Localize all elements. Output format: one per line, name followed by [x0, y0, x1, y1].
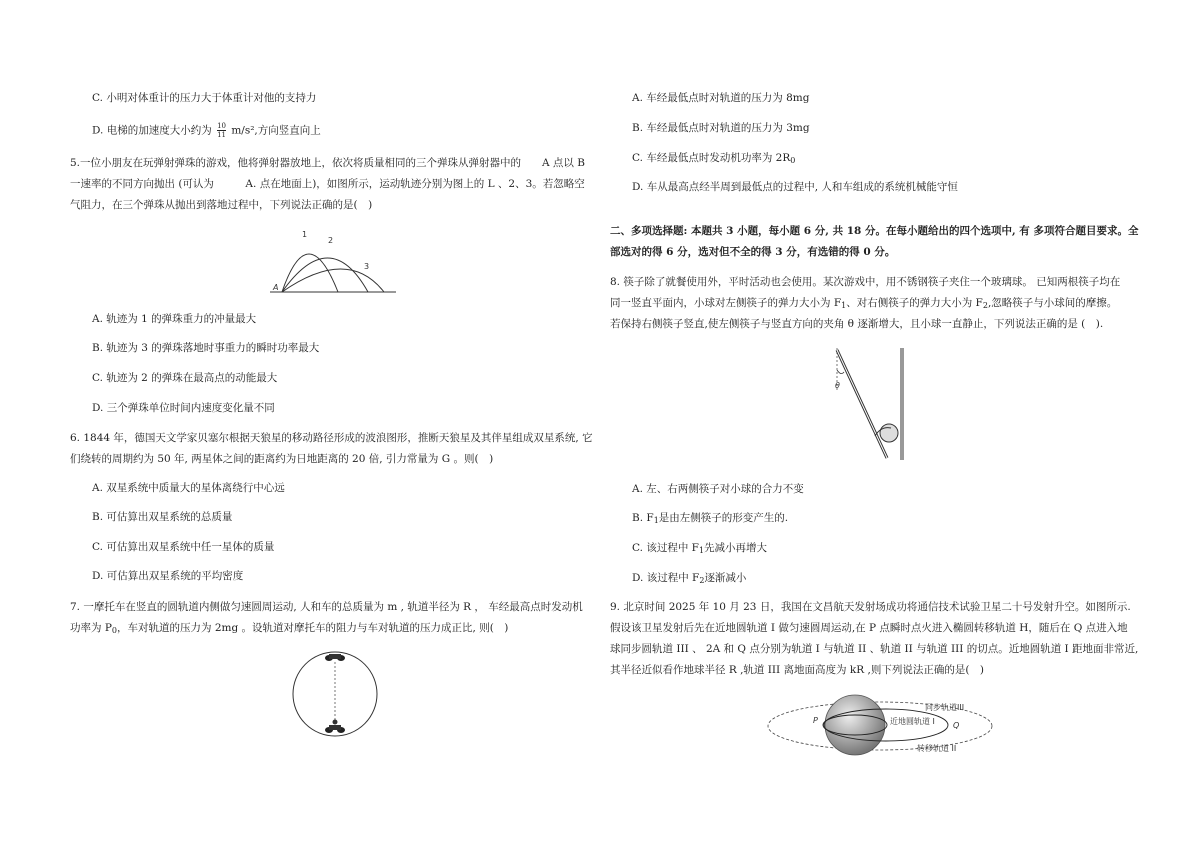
q8-option-a: A. 左、右两侧筷子对小球的合力不变	[632, 483, 804, 495]
point-q-label: Q	[953, 721, 960, 730]
q6-option-a: A. 双星系统中质量大的星体离绕行中心远	[92, 482, 285, 494]
q5-option-a: A. 轨迹为 1 的弹珠重力的冲量最大	[92, 313, 257, 325]
q8-option-b: B. $F_1$是由左侧筷子的形变产生的.	[632, 512, 789, 525]
q5-option-b: B. 轨迹为 3 的弹珠落地时事重力的瞬时功率最大	[92, 342, 320, 354]
q9-stem-line-3: 球同步圆轨道 III 、 2A 和 Q 点分别为轨道 I 与轨道 II 、轨道 II 与轨道 III 的切点。近地圆轨道 I 距地面非常近,	[610, 643, 1139, 655]
trajectory-label-1: 1	[302, 230, 308, 239]
q8-chopsticks-figure	[825, 348, 915, 468]
earth-icon	[825, 695, 885, 755]
q8-stem-line-3: 若保持右侧筷子竖直,使左侧筷子与竖直方向的夹角 θ 逐渐增大，且小球一直静止，下列说法正确的是 ( ).	[610, 318, 1104, 330]
q9-stem-line-1: 9. 北京时间 2025 年 10 月 23 日，我国在文昌航天发射场成功将通信技术试验卫星二十号发射升空。如图所示.	[610, 601, 1131, 613]
q6-stem-line-1: 6. 1844 年，德国天文学家贝塞尔根据天狼星的移动路径形成的波浪图形，推断天狼星及其伴星组成双星系统, 它	[70, 432, 593, 444]
q5-trajectory-figure	[270, 228, 400, 298]
q6-option-d: D. 可估算出双星系统的平均密度	[92, 570, 244, 582]
q6-stem-line-2: 们绕转的周期约为 50 年, 两星体之间的距离约为日地距离的 20 倍, 引力常量为 G 。则( )	[70, 453, 494, 465]
point-p-label: P	[813, 716, 818, 725]
q8-stem-line-2: 同一竖直平面内，小球对左侧筷子的弹力大小为 $F_1$、对右侧筷子的弹力大小为 $F_2$,忽略筷子与小球间的摩擦。	[610, 297, 1118, 310]
q7-option-d: D. 车从最高点经半周到最低点的过程中, 人和车组成的系统机械能守恒	[632, 181, 958, 193]
section-2-heading-line-1: 二、多项选择题: 本题共 3 小题，每小题 6 分, 共 18 分。在每小题给出的四个选项中, 有 多项符合题目要求。全	[610, 225, 1139, 237]
near-earth-orbit-label: 近地圆轨道 I	[890, 717, 935, 726]
q7-stem-line-1: 7. 一摩托车在竖直的圆轨道内侧做匀速圆周运动, 人和车的总质量为 m , 轨道半径为 R ， 车经最高点时发动机	[70, 601, 583, 613]
q5-stem-line-2: 一速率的不同方向抛出 (可认为 A. 点在地面上)，如图所示，运动轨迹分别为图上的 L 、2、3。若忽略空	[70, 178, 585, 190]
q8-stem-line-1: 8. 筷子除了就餐使用外，平时活动也会使用。某次游戏中，用不锈钢筷子夹住一个玻璃球。 已知两根筷子均在	[610, 276, 1121, 288]
q9-stem-line-2: 假设该卫星发射后先在近地圆轨道 I 做匀速圆周运动,在 P 点瞬时点火进入椭圆转移轨道 H，随后在 Q 点进入地	[610, 622, 1128, 634]
q5-option-c: C. 轨迹为 2 的弹珠在最高点的动能最大	[92, 372, 278, 384]
q7-option-c: C. 车经最低点时发动机功率为 $2R_0$	[632, 152, 796, 165]
q7-option-a: A. 车经最低点时对轨道的压力为 8mg	[632, 92, 810, 104]
glass-ball-icon	[880, 424, 898, 442]
section-2-heading-line-2: 部选对的得 6 分，选对但不全的得 3 分，有选错的得 0 分。	[610, 246, 896, 258]
q6-option-b: B. 可估算出双星系统的总质量	[92, 511, 233, 523]
q6-option-c: C. 可估算出双星系统中任一星体的质量	[92, 541, 275, 553]
q5-option-d: D. 三个弹珠单位时间内速度变化量不同	[92, 402, 275, 414]
trajectory-label-3: 3	[364, 262, 370, 271]
motorcycle-top-icon	[325, 654, 345, 661]
motorcycle-bottom-icon	[325, 720, 345, 734]
q5-stem-line-3: 气阻力，在三个弹珠从抛出到落地过程中，下列说法正确的是( )	[70, 199, 373, 211]
q7-circular-track-figure	[290, 650, 380, 740]
q8-option-c: C. 该过程中 $F_1$先减小再增大	[632, 542, 768, 555]
trajectory-label-2: 2	[328, 236, 334, 245]
q9-orbit-figure	[765, 688, 995, 768]
point-a-label: A	[273, 283, 279, 292]
q4-option-c: C. 小明对体重计的压力大于体重计对他的支持力	[92, 92, 317, 104]
q7-option-b: B. 车经最低点时对轨道的压力为 3mg	[632, 122, 810, 134]
transfer-orbit-label: 转移轨道 II	[917, 744, 957, 753]
q9-stem-line-4: 其半径近似看作地球半径 R ,轨道 III 离地面高度为 kR ,则下列说法正确的是( )	[610, 664, 985, 676]
geo-orbit-label: 同步轨道III	[925, 703, 965, 712]
theta-label: θ	[835, 381, 840, 390]
q7-stem-line-2: 功率为 $P_0$，车对轨道的压力为 2mg 。设轨道对摩托车的阻力与车对轨道的压力成正比, 则( )	[70, 622, 509, 635]
q4-option-d: D. 电梯的加速度大小约为 $\frac{10}{11}$ m/s²,方向竖直向上	[92, 122, 321, 139]
fraction: $\frac{10}{11}$	[217, 122, 226, 139]
q8-option-d: D. 该过程中 $F_2$逐渐减小	[632, 572, 747, 585]
q5-stem-line-1: 5.一位小朋友在玩弹射弹珠的游戏，他将弹射器放地上，依次将质量相同的三个弹珠从弹射器中的 A 点以 B	[70, 157, 585, 169]
